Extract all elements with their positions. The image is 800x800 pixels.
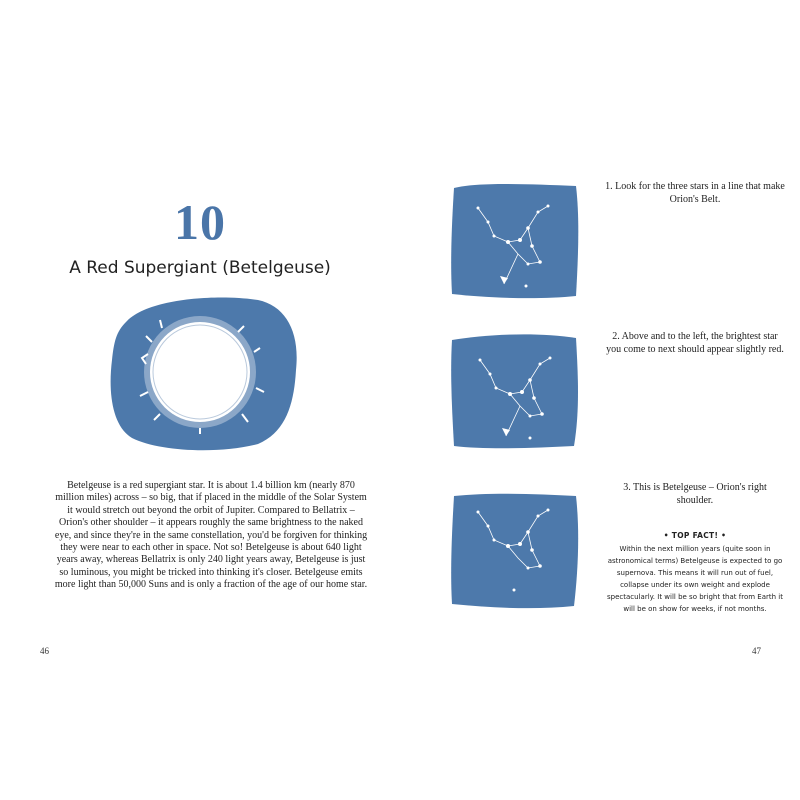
top-fact-title: • TOP FACT! •	[663, 531, 727, 540]
star-core	[150, 322, 250, 422]
betelgeuse-illustration	[108, 292, 298, 452]
right-page	[400, 0, 800, 800]
step-2-text: 2. Above and to the left, the brightest star you come to next should appear slightly red.	[606, 331, 784, 355]
orion-diagram-1	[448, 180, 580, 300]
chapter-number: 10	[174, 194, 226, 250]
page-number-right: 47	[752, 646, 761, 656]
panel-blob	[451, 334, 578, 448]
step-3-text: 3. This is Betelgeuse – Orion's right shoulder.	[623, 482, 767, 506]
orion-diagram-3	[448, 490, 580, 610]
body-paragraph: Betelgeuse is a red supergiant star. It is about 1.4 billion km (nearly 870 million miles) across – so big, that if placed in the middle of the Solar System it would stretch out beyond the orbit of Jupiter. Compared to Bellatrix – Orion's other shoulder – it appears roughly the same brightness to the naked eye, and since they're in the same constellation, you'd be forgiven for thinking they were near to each other in space. Not so! Betelgeuse is about 640 light years away, whereas Bellatrix is only 240 light years away, Betelgeuse is just so luminous, you might be tricked into thinking it's closer. Betelgeuse emits more light than 50,000 Suns and is only a fraction of the age of our home star.	[54, 480, 368, 591]
top-fact-body: Within the next million years (quite soon in astronomical terms) Betelgeuse is expected to go supernova. This means it will run out of fuel, collapse under its own weight and explode spectacularly. It will be so bright that from Earth it will be on show for weeks, if not months.	[607, 545, 783, 613]
orion-diagram-2	[448, 330, 580, 450]
step-1-text: 1. Look for the three stars in a line that make Orion's Belt.	[605, 181, 785, 205]
chapter-title: A Red Supergiant (Betelgeuse)	[69, 258, 331, 278]
page-number-left: 46	[40, 646, 49, 656]
